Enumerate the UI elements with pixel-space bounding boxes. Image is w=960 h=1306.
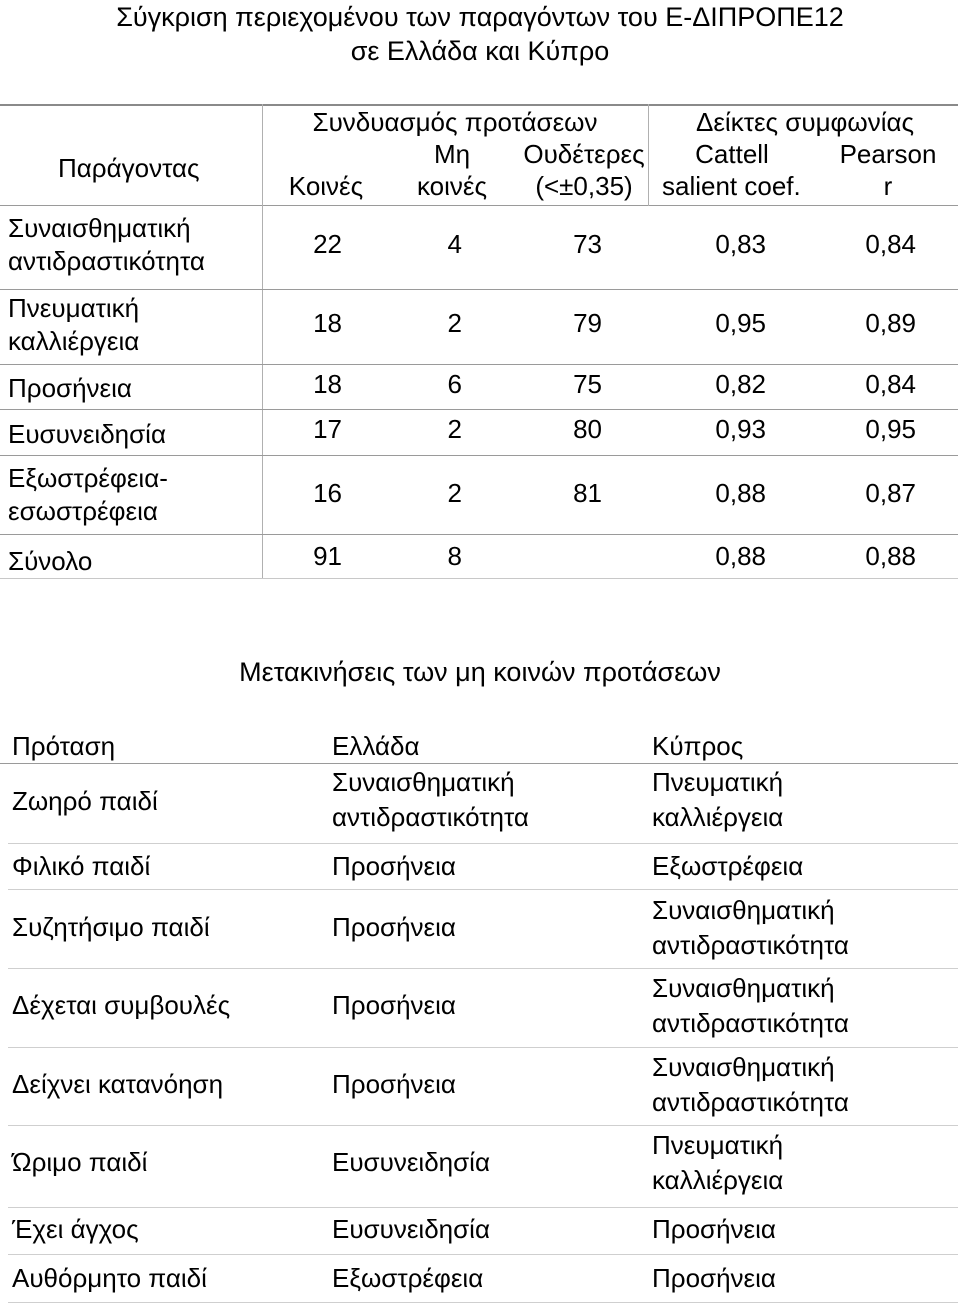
- header-uncommon-line2: κοινές: [416, 171, 488, 201]
- cattell-value: 0,93: [715, 414, 766, 444]
- header-agreement-group: Δείκτες συμφωνίας: [695, 107, 915, 137]
- header-uncommon-line1: Μη: [433, 139, 471, 169]
- table-bottom-rule: [0, 578, 958, 579]
- header-pearson-line1: Pearson: [839, 139, 937, 169]
- common-value: 18: [313, 369, 342, 399]
- row-rule: [0, 455, 958, 456]
- neutral-value: 80: [573, 414, 602, 444]
- row-rule: [8, 1047, 958, 1048]
- sentence-cell: Ώριμο παιδί: [12, 1147, 148, 1177]
- cyprus-cell: Προσήνεια: [652, 1214, 776, 1244]
- header-neutral-line2: (<±0,35): [535, 171, 633, 201]
- common-value: 16: [313, 478, 342, 508]
- neutral-value: 75: [573, 369, 602, 399]
- header-neutral-line1: Ουδέτερες: [523, 139, 645, 169]
- total-cattell: 0,88: [715, 541, 766, 571]
- neutral-value: 81: [573, 478, 602, 508]
- header-common: Κοινές: [288, 171, 364, 201]
- header-bottom-rule: [0, 205, 958, 206]
- cyprus-cell: Συναισθηματική αντιδραστικότητα: [652, 973, 849, 1038]
- total-label: Σύνολο: [8, 546, 93, 576]
- total-pearson: 0,88: [865, 541, 916, 571]
- neutral-value: 73: [573, 229, 602, 259]
- row-rule: [8, 1207, 958, 1208]
- header-sentence: Πρόταση: [12, 731, 116, 761]
- row-rule: [8, 889, 958, 890]
- sentence-cell: Συζητήσιμο παιδί: [12, 912, 210, 942]
- factor-name: Προσήνεια: [8, 373, 132, 403]
- row-rule: [0, 364, 958, 365]
- pearson-value: 0,89: [865, 308, 916, 338]
- factor-column-divider: [262, 104, 263, 578]
- row-rule: [8, 1254, 958, 1255]
- cyprus-cell: Προσήνεια: [652, 1263, 776, 1293]
- table2-title: Μετακινήσεις των μη κοινών προτάσεων: [239, 657, 721, 687]
- cattell-value: 0,83: [715, 229, 766, 259]
- cyprus-cell: Πνευματική καλλιέργεια: [652, 767, 784, 832]
- row-rule: [0, 534, 958, 535]
- row-rule: [0, 289, 958, 290]
- cyprus-cell: Εξωστρέφεια: [652, 851, 804, 881]
- cattell-value: 0,82: [715, 369, 766, 399]
- cyprus-cell: Πνευματική καλλιέργεια: [652, 1130, 784, 1195]
- greece-cell: Συναισθηματική αντιδραστικότητα: [332, 767, 529, 832]
- neutral-value: 79: [573, 308, 602, 338]
- factor-name: Εξωστρέφεια- εσωστρέφεια: [8, 463, 168, 526]
- header-combination-group: Συνδυασμός προτάσεων: [312, 107, 598, 137]
- greece-cell: Προσήνεια: [332, 851, 456, 881]
- cyprus-cell: Συναισθηματική αντιδραστικότητα: [652, 895, 849, 960]
- uncommon-value: 4: [447, 229, 462, 259]
- row-rule: [8, 843, 958, 844]
- sentence-cell: Δείχνει κατανόηση: [12, 1069, 224, 1099]
- header-cattell-line1: Cattell: [695, 139, 769, 169]
- uncommon-value: 2: [447, 414, 462, 444]
- sentence-cell: Δέχεται συμβουλές: [12, 990, 231, 1020]
- total-common: 91: [313, 541, 342, 571]
- greece-cell: Ευσυνειδησία: [332, 1147, 490, 1177]
- header-greece: Ελλάδα: [332, 731, 420, 761]
- uncommon-value: 2: [447, 308, 462, 338]
- greece-cell: Προσήνεια: [332, 912, 456, 942]
- page-title: Σύγκριση περιεχομένου των παραγόντων του Ε-ΔΙΠΡΟΠΕ12 σε Ελλάδα και Κύπρο: [116, 2, 844, 66]
- pearson-value: 0,87: [865, 478, 916, 508]
- header-pearson-line2: r: [883, 171, 893, 201]
- factor-name: Ευσυνειδησία: [8, 419, 166, 449]
- greece-cell: Ευσυνειδησία: [332, 1214, 490, 1244]
- row-rule: [8, 968, 958, 969]
- greece-cell: Προσήνεια: [332, 990, 456, 1020]
- total-uncommon: 8: [447, 541, 462, 571]
- sentence-cell: Ζωηρό παιδί: [12, 786, 158, 816]
- header-rule: [0, 763, 958, 764]
- row-rule: [0, 409, 958, 410]
- header-cattell-line2: salient coef.: [662, 171, 801, 201]
- common-value: 22: [313, 229, 342, 259]
- pearson-value: 0,84: [865, 369, 916, 399]
- greece-cell: Προσήνεια: [332, 1069, 456, 1099]
- factor-name: Συναισθηματική αντιδραστικότητα: [8, 213, 205, 276]
- row-rule: [8, 1125, 958, 1126]
- uncommon-value: 6: [447, 369, 462, 399]
- uncommon-value: 2: [447, 478, 462, 508]
- table-bottom-rule: [8, 1302, 958, 1303]
- common-value: 17: [313, 414, 342, 444]
- header-factor: Παράγοντας: [58, 153, 200, 183]
- cyprus-cell: Συναισθηματική αντιδραστικότητα: [652, 1052, 849, 1117]
- pearson-value: 0,84: [865, 229, 916, 259]
- pearson-value: 0,95: [865, 414, 916, 444]
- sentence-cell: Αυθόρμητο παιδί: [12, 1263, 207, 1293]
- cattell-value: 0,95: [715, 308, 766, 338]
- cattell-value: 0,88: [715, 478, 766, 508]
- sentence-cell: Έχει άγχος: [12, 1214, 139, 1244]
- factor-name: Πνευματική καλλιέργεια: [8, 293, 140, 356]
- sentence-cell: Φιλικό παιδί: [12, 851, 151, 881]
- common-value: 18: [313, 308, 342, 338]
- greece-cell: Εξωστρέφεια: [332, 1263, 484, 1293]
- header-cyprus: Κύπρος: [652, 731, 744, 761]
